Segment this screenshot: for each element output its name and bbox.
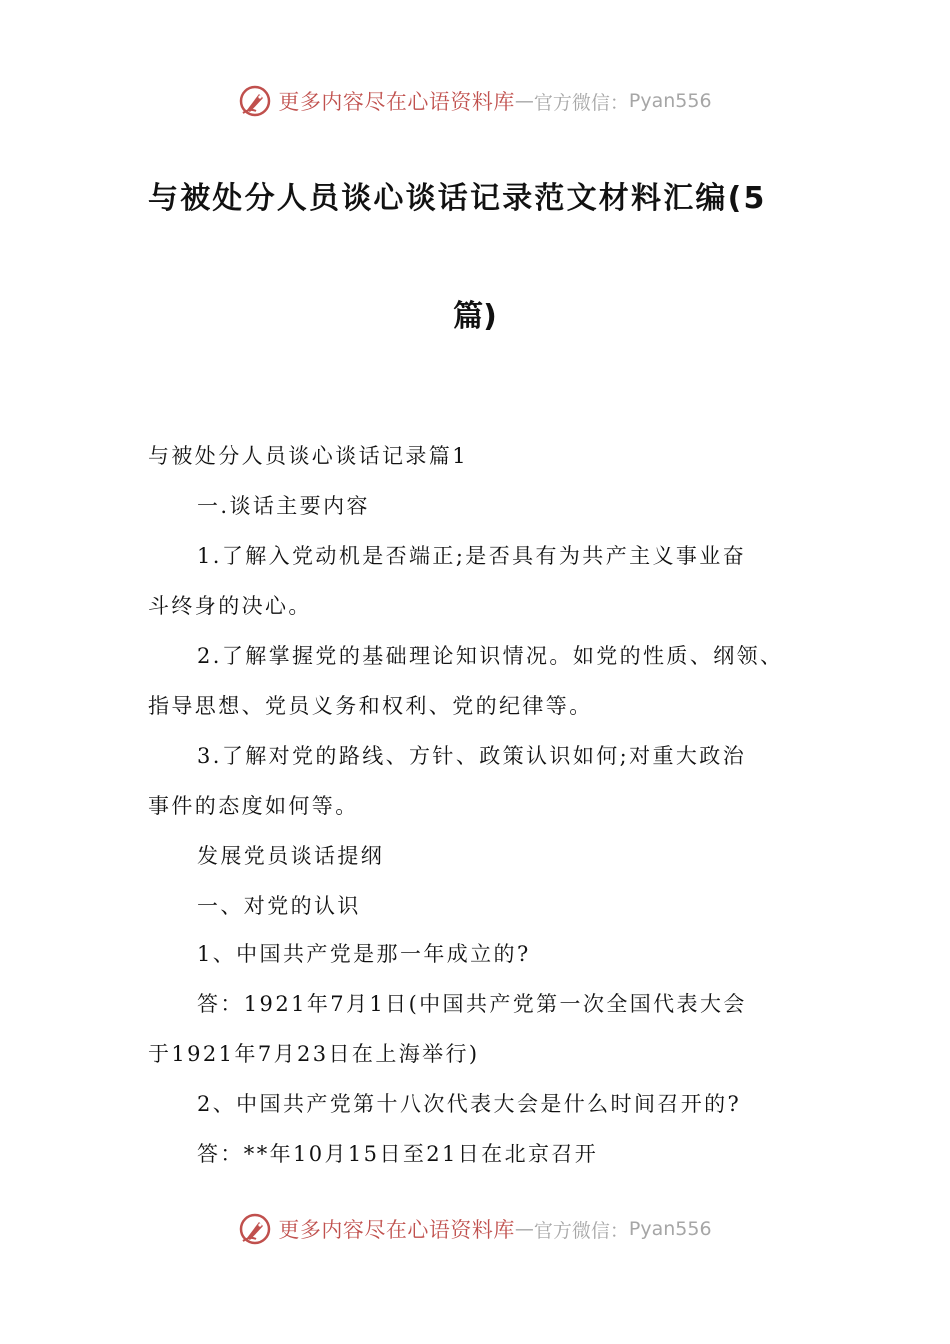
- watermark-dash: —: [514, 90, 534, 112]
- watermark-official: 官方微信：: [533, 1219, 629, 1242]
- watermark-dash: —: [514, 1218, 534, 1240]
- paragraph: 1.了解入党动机是否端正;是否具有为共产主义事业奋: [197, 544, 747, 568]
- paragraph: 2、中国共产党第十八次代表大会是什么时间召开的?: [197, 1092, 742, 1116]
- document-title-line-2: 篇): [453, 299, 497, 334]
- paragraph: 答：**年10月15日至21日在北京召开: [197, 1142, 599, 1166]
- paragraph: 指导思想、党员义务和权利、党的纪律等。: [148, 694, 593, 718]
- paragraph: 答：1921年7月1日(中国共产党第一次全国代表大会: [197, 992, 747, 1016]
- pen-nib-icon: [238, 84, 272, 118]
- watermark-official: 官方微信：: [533, 91, 629, 114]
- section-heading: 与被处分人员谈心谈话记录篇1: [148, 444, 468, 468]
- document-title-line-1: 与被处分人员谈心谈话记录范文材料汇编(5: [148, 181, 767, 216]
- header-watermark: [0, 84, 950, 118]
- paragraph: 一、对党的认识: [197, 894, 361, 918]
- watermark-text: 更多内容尽在心语资料库: [278, 1218, 515, 1242]
- paragraph: 斗终身的决心。: [148, 594, 312, 618]
- watermark-wechat-id: Pyan556: [628, 1218, 712, 1240]
- paragraph: 1、中国共产党是那一年成立的?: [197, 942, 531, 966]
- paragraph: 2.了解掌握党的基础理论知识情况。如党的性质、纲领、: [197, 644, 784, 668]
- paragraph: 于1921年7月23日在上海举行): [148, 1042, 480, 1066]
- watermark-wechat-id: Pyan556: [628, 90, 712, 112]
- paragraph: 发展党员谈话提纲: [197, 844, 385, 868]
- footer-watermark: [0, 1212, 950, 1246]
- paragraph: 一.谈话主要内容: [197, 494, 370, 518]
- paragraph: 3.了解对党的路线、方针、政策认识如何;对重大政治: [197, 744, 747, 768]
- watermark-text: 更多内容尽在心语资料库: [278, 90, 515, 114]
- pen-nib-icon: [238, 1212, 272, 1246]
- paragraph: 事件的态度如何等。: [148, 794, 359, 818]
